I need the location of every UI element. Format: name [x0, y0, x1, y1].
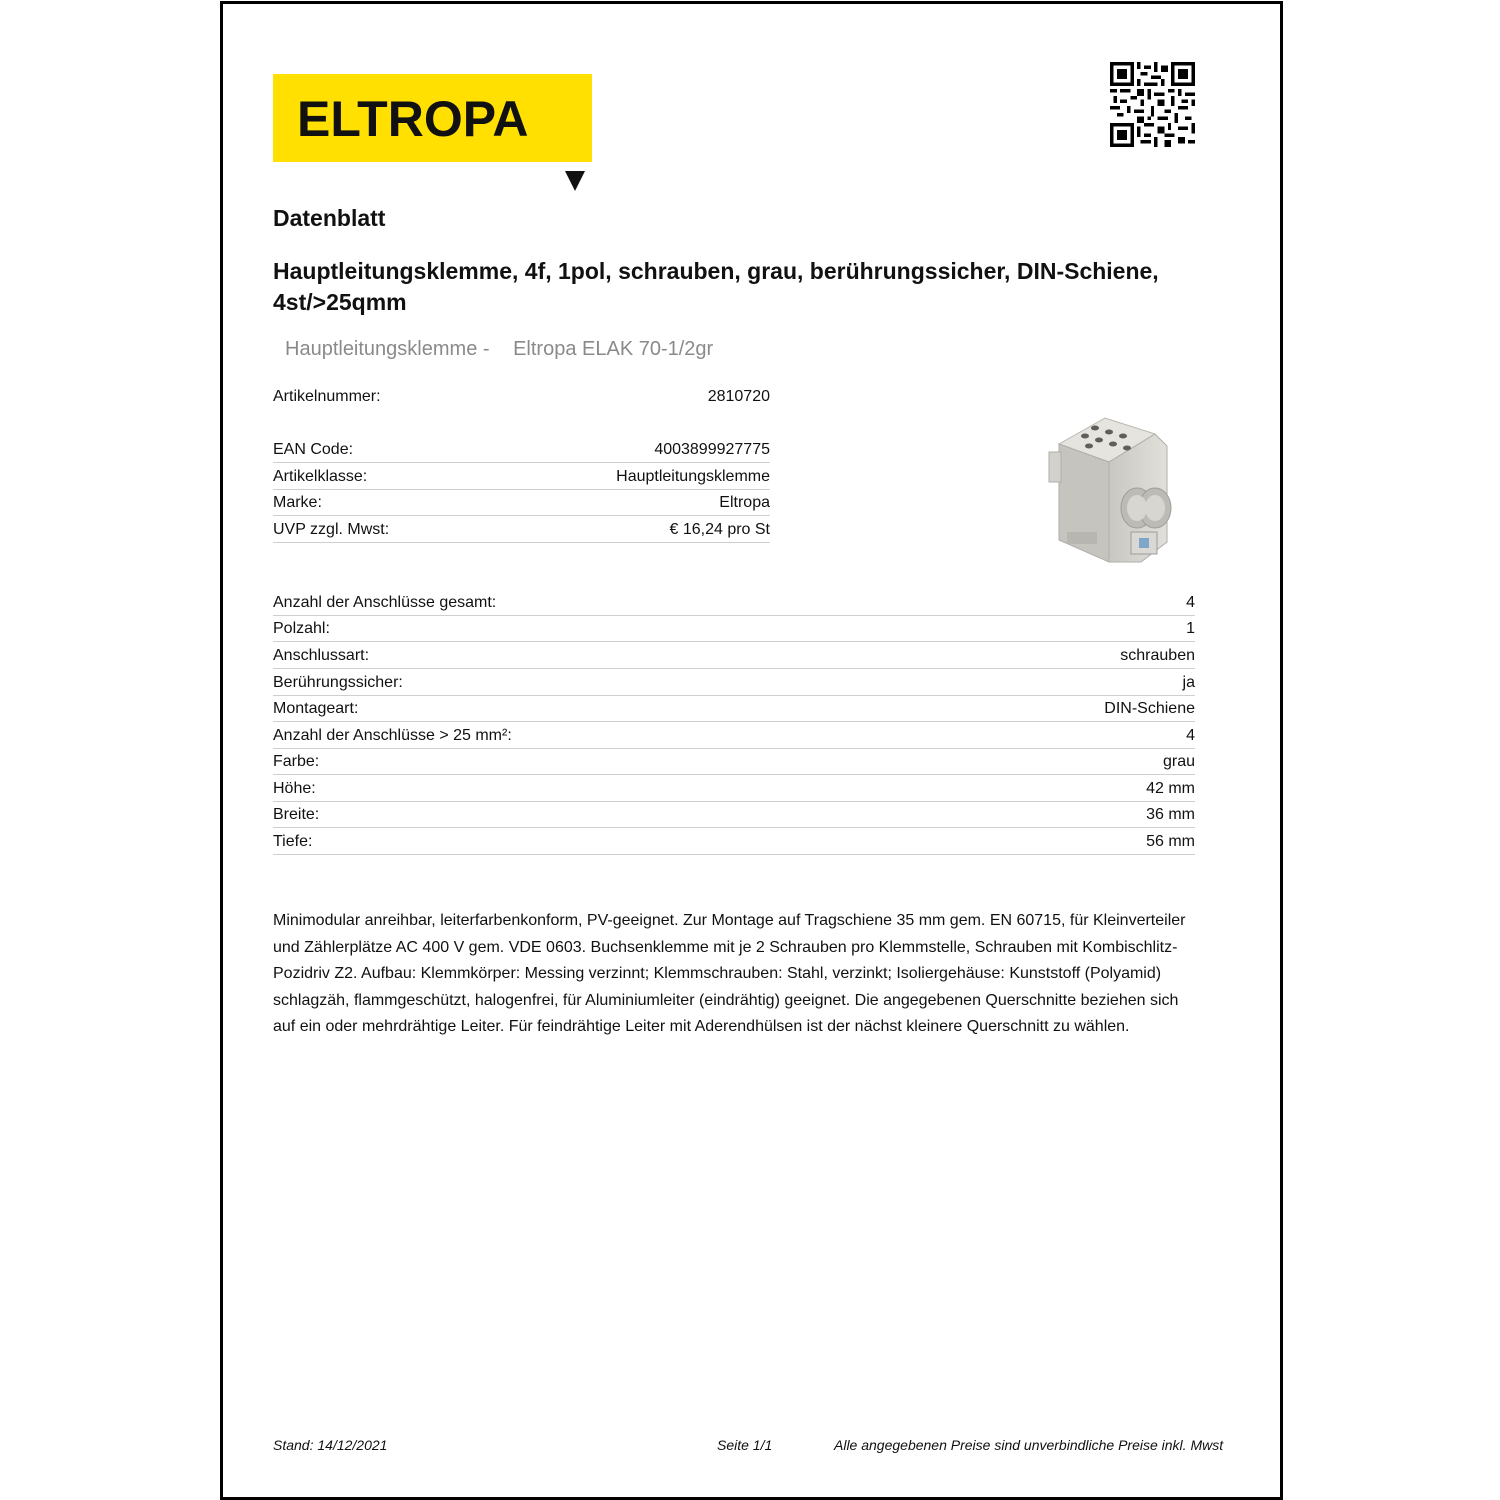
brand-row [273, 489, 770, 516]
article-number-row [273, 383, 770, 409]
article-number-label: Artikelnummer: [273, 388, 381, 405]
product-description: Minimodular anreihbar, leiterfarbenkonform, PV-geeignet. Zur Montage auf Tragschiene 35 mm gem. EN 60715, für Kleinverteiler und Zählerplätze AC 400 V gem. VDE 0603. Buchsenklemme mit je 2 Schrauben pro Klemmstelle, Schrauben mit Kombischlitz-Pozidriv Z2. Aufbau: Klemmkörper: Messing verzinnt; Klemmschrauben: Stahl, verzinkt; Isoliergehäuse: Kunststoff (Polyamid) schlagzäh, flammgeschützt, halogenfrei, für Aluminiumleiter (eindrähtig) geeignet. Die angegebenen Querschnitte beziehen sich auf ein oder mehrdrähtige Leiter. Für feindrähtige Leiter mit Aderendhülsen ist der nächst kleinere Querschnitt zu wählen. [273, 912, 1186, 1036]
spec-row [273, 589, 1195, 616]
article-class-value: Hauptleitungsklemme [616, 468, 770, 485]
footer-price-note: Alle angegebenen Preise sind unverbindliche Preise inkl. Mwst [834, 1437, 1224, 1453]
brand-logo [273, 74, 592, 162]
document-type-heading: Datenblatt [273, 205, 386, 231]
spec-label: Polzahl: [273, 620, 330, 637]
spec-value: 4 [1186, 594, 1195, 611]
spec-label: Breite: [273, 806, 320, 823]
footer-page-number: Seite 1/1 [717, 1437, 773, 1453]
spec-value: ja [1182, 674, 1195, 691]
product-title: Hauptleitungsklemme, 4f, 1pol, schrauben, grau, berührungssicher, DIN-Schiene, 4st/>25qmm [273, 258, 1159, 315]
spec-row [273, 748, 1195, 775]
spec-label: Anschlussart: [273, 647, 370, 664]
spec-label: Tiefe: [273, 833, 313, 850]
subtitle-category: Hauptleitungsklemme - [285, 338, 490, 360]
brand-logo-text: ELTROPA [297, 91, 529, 147]
spec-value: grau [1162, 753, 1195, 770]
spec-row [273, 828, 1195, 855]
spec-value: 56 mm [1146, 833, 1195, 850]
footer-date: Stand: 14/12/2021 [273, 1437, 388, 1453]
spec-value: 1 [1186, 620, 1195, 637]
ean-label: EAN Code: [273, 441, 354, 458]
spec-label: Montageart: [273, 700, 359, 717]
qr-code-icon [1110, 62, 1195, 147]
article-class-row [273, 463, 770, 490]
spec-row [273, 775, 1195, 802]
product-subtitle [285, 338, 731, 361]
ean-value: 4003899927775 [654, 441, 770, 458]
spec-value: DIN-Schiene [1104, 700, 1195, 717]
spec-row [273, 801, 1195, 828]
article-class-label: Artikelklasse: [273, 468, 368, 485]
spec-row [273, 669, 1195, 696]
spec-label: Anzahl der Anschlüsse > 25 mm²: [273, 727, 512, 744]
spec-label: Berührungssicher: [273, 674, 403, 691]
price-row [273, 516, 770, 543]
brand-value: Eltropa [719, 494, 770, 511]
brand-label: Marke: [273, 494, 322, 511]
subtitle-product: Eltropa ELAK 70-1/2gr [513, 338, 714, 360]
spec-value: schrauben [1120, 647, 1195, 664]
spec-label: Anzahl der Anschlüsse gesamt: [273, 594, 497, 611]
article-number-value: 2810720 [707, 388, 770, 405]
price-value: € 16,24 pro St [669, 521, 770, 538]
spec-row [273, 722, 1195, 749]
spec-row [273, 695, 1195, 722]
spec-row [273, 615, 1195, 642]
spec-label: Farbe: [273, 753, 320, 770]
spec-value: 42 mm [1146, 780, 1195, 797]
price-label: UVP zzgl. Mwst: [273, 521, 390, 538]
ean-row [273, 436, 770, 463]
terminal-block-product-image [1045, 412, 1183, 570]
spec-value: 36 mm [1146, 806, 1195, 823]
spec-label: Höhe: [273, 780, 316, 797]
spec-row [273, 642, 1195, 669]
spec-value: 4 [1186, 727, 1195, 744]
brand-logo-triangle-icon [565, 171, 585, 191]
